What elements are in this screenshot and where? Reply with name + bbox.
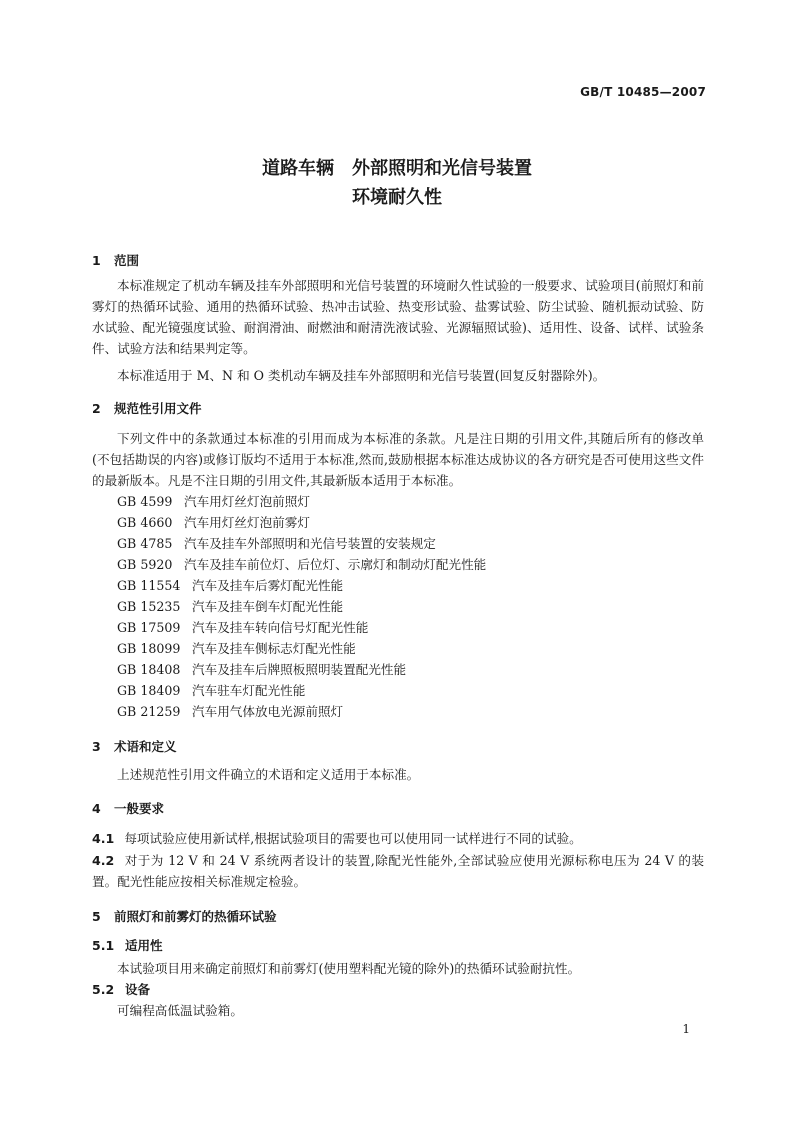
reference-title: 汽车用灯丝灯泡前雾灯 xyxy=(184,515,310,530)
clause-text: 对于为 12 V 和 24 V 系统两者设计的装置,除配光性能外,全部试验应使用光源标称电压为 24 V 的装置。配光性能应按相关标准规定检验。 xyxy=(92,853,704,889)
section-1-heading xyxy=(92,251,139,269)
reference-item xyxy=(117,533,436,554)
reference-title: 汽车及挂车后雾灯配光性能 xyxy=(192,578,344,593)
subsection-title: 适用性 xyxy=(125,938,163,953)
section-5-heading xyxy=(92,907,277,925)
clause-text: 每项试验应使用新试样,根据试验项目的需要也可以使用同一试样进行不同的试验。 xyxy=(124,831,582,846)
reference-title: 汽车及挂车外部照明和光信号装置的安装规定 xyxy=(184,536,436,551)
reference-item xyxy=(117,617,368,638)
reference-code: GB 15235 xyxy=(117,599,181,614)
title-line-2: 环境耐久性 xyxy=(352,187,442,208)
clause-number: 4.2 xyxy=(92,853,115,868)
subsection-title: 设备 xyxy=(125,982,151,997)
reference-title: 汽车及挂车转向信号灯配光性能 xyxy=(192,620,369,635)
reference-item xyxy=(117,596,343,617)
reference-code: GB 17509 xyxy=(117,620,181,635)
subsection-number: 5.2 xyxy=(92,982,115,997)
section-3-paragraph-1: 上述规范性引用文件确立的术语和定义适用于本标准。 xyxy=(117,767,420,782)
standard-code: GB/T 10485—2007 xyxy=(580,85,706,99)
reference-code: GB 18408 xyxy=(117,662,181,677)
reference-code: GB 21259 xyxy=(117,704,181,719)
page-number: 1 xyxy=(682,1022,690,1036)
reference-item xyxy=(117,575,343,596)
section-3-heading xyxy=(92,737,177,755)
section-number: 2 xyxy=(92,401,101,416)
subsection-5-1-heading xyxy=(92,936,163,954)
reference-code: GB 4599 xyxy=(117,494,173,509)
section-title: 一般要求 xyxy=(114,801,165,816)
section-number: 4 xyxy=(92,801,101,816)
reference-item xyxy=(117,701,343,722)
reference-title: 汽车及挂车前位灯、后位灯、示廓灯和制动灯配光性能 xyxy=(184,557,487,572)
reference-item xyxy=(117,491,310,512)
title-line-1: 道路车辆 外部照明和光信号装置 xyxy=(262,158,532,179)
reference-title: 汽车用灯丝灯泡前照灯 xyxy=(184,494,310,509)
reference-item xyxy=(117,680,305,701)
section-number: 3 xyxy=(92,739,101,754)
clause-4-2 xyxy=(92,850,704,892)
reference-title: 汽车及挂车侧标志灯配光性能 xyxy=(192,641,356,656)
subsection-5-2-paragraph: 可编程高低温试验箱。 xyxy=(117,1003,243,1018)
reference-code: GB 18099 xyxy=(117,641,181,656)
section-title: 术语和定义 xyxy=(114,739,177,754)
clause-number: 4.1 xyxy=(92,831,115,846)
reference-code: GB 4785 xyxy=(117,536,173,551)
section-title: 规范性引用文件 xyxy=(114,401,202,416)
subsection-5-2-heading xyxy=(92,980,150,998)
reference-title: 汽车用气体放电光源前照灯 xyxy=(192,704,344,719)
reference-item xyxy=(117,638,356,659)
reference-title: 汽车及挂车后牌照板照明装置配光性能 xyxy=(192,662,407,677)
reference-item xyxy=(117,659,406,680)
section-1-paragraph-1: 本标准规定了机动车辆及挂车外部照明和光信号装置的环境耐久性试验的一般要求、试验项目(前照灯和前雾灯的热循环试验、通用的热循环试验、热冲击试验、热变形试验、盐雾试验、防尘试验、随机振动试验、防水试验、配光镜强度试验、耐润滑油、耐燃油和耐清洗液试验、光源辐照试验)、适用性、设备、试样、试验条件、试验方法和结果判定等。 xyxy=(92,278,704,356)
subsection-5-1-paragraph: 本试验项目用来确定前照灯和前雾灯(使用塑料配光镜的除外)的热循环试验耐抗性。 xyxy=(117,961,581,976)
section-2-heading xyxy=(92,399,202,417)
reference-code: GB 11554 xyxy=(117,578,181,593)
reference-item xyxy=(117,512,310,533)
reference-item xyxy=(117,554,486,575)
section-title: 范围 xyxy=(114,253,140,268)
reference-code: GB 18409 xyxy=(117,683,181,698)
section-1-paragraph-2: 本标准适用于 M、N 和 O 类机动车辆及挂车外部照明和光信号装置(回复反射器除外)。 xyxy=(117,368,606,383)
subsection-number: 5.1 xyxy=(92,938,115,953)
reference-code: GB 5920 xyxy=(117,557,173,572)
reference-title: 汽车驻车灯配光性能 xyxy=(192,683,306,698)
section-2-paragraph-1: 下列文件中的条款通过本标准的引用而成为本标准的条款。凡是注日期的引用文件,其随后所有的修改单(不包括勘误的内容)或修订版均不适用于本标准,然而,鼓励根据本标准达成协议的各方研究是否可使用这些文件的最新版本。凡是不注日期的引用文件,其最新版本适用于本标准。 xyxy=(92,431,704,488)
section-number: 1 xyxy=(92,253,101,268)
reference-code: GB 4660 xyxy=(117,515,173,530)
clause-4-1 xyxy=(92,828,704,849)
section-title: 前照灯和前雾灯的热循环试验 xyxy=(114,909,277,924)
section-4-heading xyxy=(92,799,164,817)
reference-title: 汽车及挂车倒车灯配光性能 xyxy=(192,599,344,614)
section-number: 5 xyxy=(92,909,101,924)
